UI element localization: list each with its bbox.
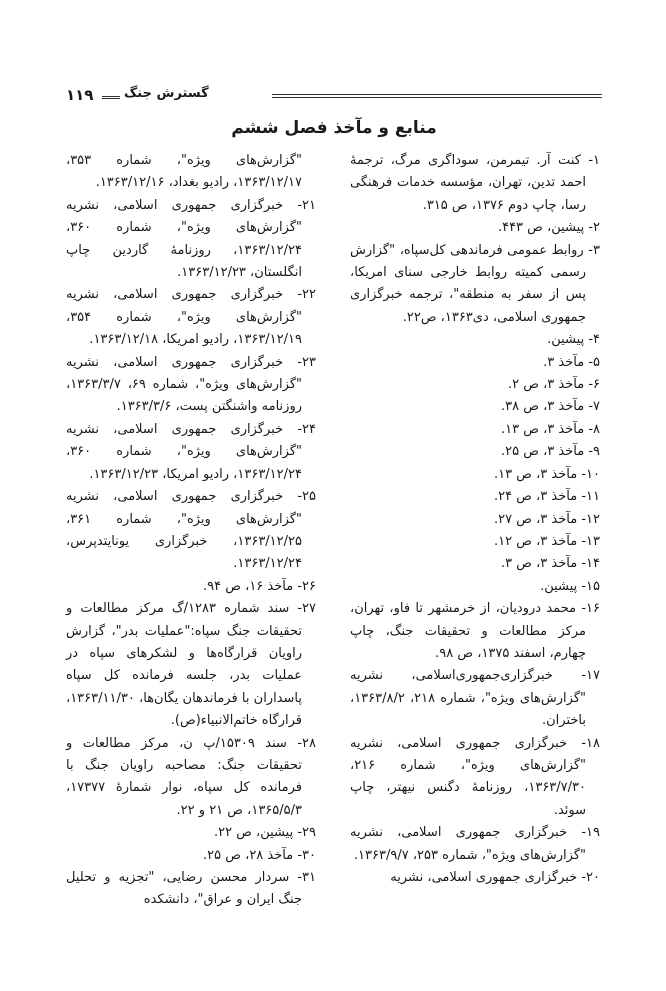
reference-item: ۲۴- خبرگزاری جمهوری اسلامی، نشریه "گزارش‌های ویژه"، شماره ۳۶۰، ۱۳۶۳/۱۲/۲۴، رادیو امریکا، ۱۳۶۳/۱۲/۲۳. — [66, 421, 316, 482]
running-title: گسترش جنگ — [124, 86, 209, 101]
reference-item: ۲۹- پیشین، ص ۲۲. — [213, 825, 316, 841]
reference-item: ۳۱- سردار محسن رضایی، "تجزیه و تحلیل جنگ ایران و عراق"، دانشکده — [66, 870, 316, 908]
reference-continuation: "گزارش‌های ویژه"، شماره ۳۵۳، ۱۳۶۳/۱۲/۱۷، رادیو بغداد، ۱۳۶۳/۱۲/۱۶. — [66, 153, 302, 191]
reference-item: ۱۴- مآخذ ۳، ص ۳. — [500, 556, 600, 572]
reference-item: ۸- مآخذ ۳، ص ۱۳. — [500, 421, 600, 437]
reference-item: ۲۶- مآخذ ۱۶، ص ۹۴. — [203, 578, 316, 594]
reference-item: ۱۵- پیشین. — [540, 578, 600, 594]
reference-item: ۷- مآخذ ۳، ص ۳۸. — [500, 399, 600, 415]
section-title: منابع و مآخذ فصل ششم — [231, 118, 437, 138]
references-column-left — [66, 150, 316, 912]
reference-item: ۲۳- خبرگزاری جمهوری اسلامی، نشریه "گزارش‌های ویژه"، شماره ۶۹، ۱۳۶۳/۳/۷، روزنامه واشنگتن پست، ۱۳۶۳/۳/۶. — [66, 354, 316, 415]
reference-item: ۳- روابط عمومی فرماندهی کل‌سپاه، "گزارش رسمی کمیته روابط خارجی سنای امریکا، پس از سفر به منطقه"، ترجمه خبرگزاری جمهوری اسلامی، دی۱۳۶۳، ص۲۲. — [350, 242, 600, 325]
reference-item: ۳۰- مآخذ ۲۸، ص ۲۵. — [203, 847, 316, 863]
reference-item: ۶- مآخذ ۳، ص ۲. — [507, 377, 600, 393]
reference-item: ۲- پیشین، ص ۴۴۳. — [497, 220, 600, 236]
reference-item: ۱۶- محمد درودیان، از خرمشهر تا فاو، تهران، مرکز مطالعات و تحقیقات جنگ، چاپ چهارم، اسفند ۱۳۷۵، ص ۹۸. — [350, 601, 600, 661]
reference-item: ۵- مآخذ ۳. — [543, 354, 600, 370]
reference-item: ۱۹- خبرگزاری جمهوری اسلامی، نشریه "گزارش‌های ویژه"، شماره ۲۵۳، ۱۳۶۳/۹/۷. — [350, 825, 600, 863]
reference-item: ۲۲- خبرگزاری جمهوری اسلامی، نشریه "گزارش‌های ویژه"، شماره ۳۵۴، ۱۳۶۳/۱۲/۱۹، رادیو امریکا، ۱۳۶۳/۱۲/۱۸. — [66, 287, 316, 348]
reference-item: ۱۸- خبرگزاری جمهوری اسلامی، نشریه "گزارش‌های ویژه"، شماره ۲۱۶، ۱۳۶۳/۷/۳۰، روزنامهٔ دگنس نیهتر، چاپ سوئد. — [350, 735, 600, 818]
page-number: ۱۱۹ — [66, 86, 94, 104]
reference-item: ۱۰- مآخذ ۳، ص ۱۳. — [494, 466, 600, 482]
reference-item: ۱۷- خبرگزاری‌جمهوری‌اسلامی، نشریه "گزارش‌های ویژه"، شماره ۲۱۸، ۱۳۶۳/۸/۲، باختران. — [350, 668, 600, 729]
reference-item: ۱۱- مآخذ ۳، ص ۲۴. — [494, 489, 600, 505]
header-separator — [102, 96, 120, 99]
reference-item: ۹- مآخذ ۳، ص ۲۵. — [500, 444, 600, 460]
reference-item: ۱- کنت آر. تیمرمن، سوداگری مرگ، ترجمهٔ احمد تدین، تهران، مؤسسه خدمات فرهنگی رسا، چاپ دوم ۱۳۷۶، ص ۳۱۵. — [350, 153, 600, 213]
reference-item: ۴- پیشین. — [547, 332, 600, 348]
reference-item: ۲۵- خبرگزاری جمهوری اسلامی، نشریه "گزارش‌های ویژه"، شماره ۳۶۱، ۱۳۶۳/۱۲/۲۵، خبرگزاری یونایتدپرس، ۱۳۶۳/۱۲/۲۴. — [66, 489, 316, 572]
reference-item: ۲۰- خبرگزاری جمهوری اسلامی، نشریه — [390, 870, 600, 885]
reference-item: ۱۲- مآخذ ۳، ص ۲۷. — [494, 511, 600, 527]
reference-item: ۲۱- خبرگزاری جمهوری اسلامی، نشریه "گزارش‌های ویژه"، شماره ۳۶۰، ۱۳۶۳/۱۲/۲۴، روزنامهٔ گاردین چاپ انگلستان، ۱۳۶۳/۱۲/۲۳. — [66, 197, 316, 281]
header-rule — [272, 94, 602, 98]
reference-item: ۲۷- سند شماره ۱۲۸۳/گ مرکز مطالعات و تحقیقات جنگ سپاه:"عملیات بدر"، گزارش راویان قرارگاه‌ها و لشکرهای سپاه در عملیات بدر، جلسه فرمانده کل سپاه پاسداران با فرماندهان یگان‌ها، ۱۳۶۳/۱۱/۳۰، قرارگاه خاتم‌الانبیاء(ص). — [66, 601, 316, 729]
reference-item: ۲۸- سند ۱۵۳۰۹/پ ن، مرکز مطالعات و تحقیقات جنگ: مصاحبه راویان جنگ با فرمانده کل سپاه، نوار شمارهٔ ۱۷۳۷۷، ۱۳۶۵/۵/۳، ص ۲۱ و ۲۲. — [66, 735, 316, 818]
page-header — [66, 84, 602, 110]
references-column-right — [350, 150, 600, 889]
reference-item: ۱۳- مآخذ ۳، ص ۱۲. — [494, 533, 600, 549]
